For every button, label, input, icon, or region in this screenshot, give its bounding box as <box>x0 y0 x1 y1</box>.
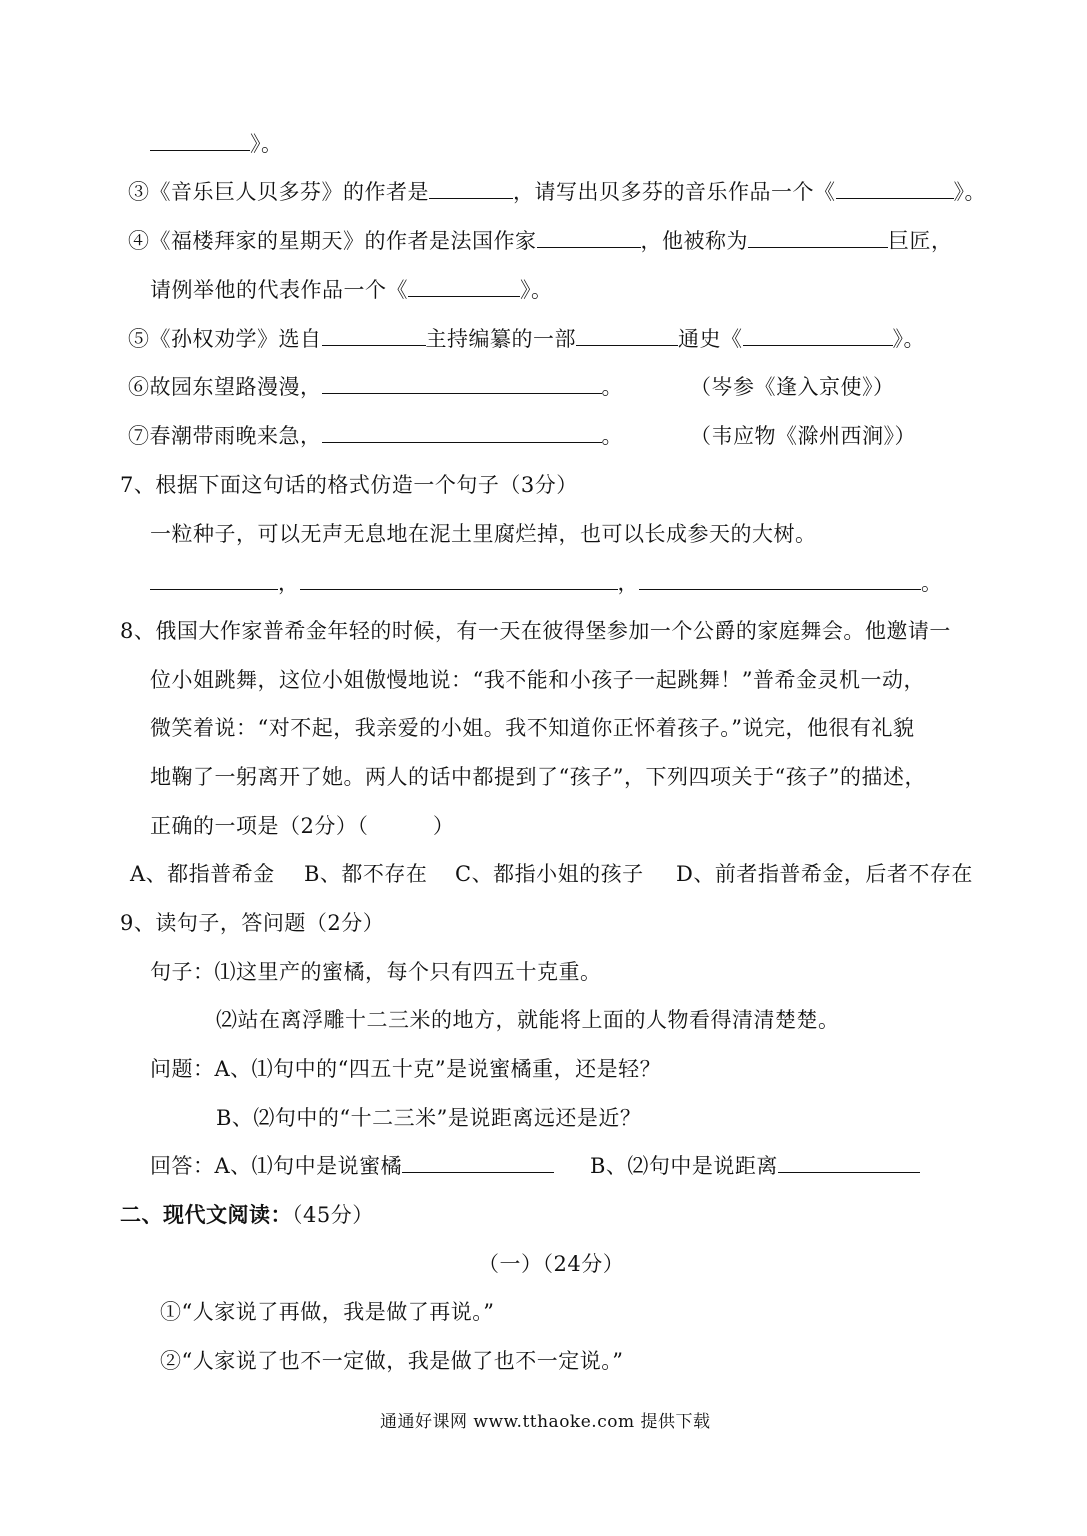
answer-blank[interactable] <box>836 178 954 199</box>
question-9-sentence-1: 句子：⑴这里产的蜜橘，每个只有四五十克重。 <box>150 960 602 984</box>
page-footer: 通通好课网 www.tthaoke.com 提供下载 <box>380 1412 711 1432</box>
question-7-example: 一粒种子，可以无声无息地在泥土里腐烂掉，也可以长成参天的大树。 <box>150 522 817 546</box>
question-8-line-2: 位小姐跳舞，这位小姐傲慢地说：“我不能和小孩子一起跳舞！”普希金灵机一动， <box>150 668 925 692</box>
answer-blank[interactable] <box>150 130 250 151</box>
answer-blank[interactable] <box>639 569 921 590</box>
fill-blank-line-1: 》。 <box>150 130 283 158</box>
answer-blank[interactable] <box>322 325 426 346</box>
section-2-heading: 二、现代文阅读：（45分） <box>120 1202 374 1227</box>
answer-blank[interactable] <box>743 325 893 346</box>
question-9-answer-a: 回答：A、⑴句中是说蜜橘 <box>150 1152 554 1180</box>
passage-paragraph-1: ①“人家说了再做，我是做了再说。” <box>160 1300 495 1324</box>
question-9-sentence-2: ⑵站在离浮雕十二三米的地方，就能将上面的人物看得清清楚楚。 <box>216 1008 840 1032</box>
question-7-answer-line: ， ， 。 <box>150 569 943 597</box>
question-9-question-a: 问题：A、⑴句中的“四五十克”是说蜜橘重，还是轻？ <box>150 1057 662 1081</box>
poem-line-6: ⑥故园东望路漫漫， 。 <box>128 375 623 399</box>
question-8-line-4: 地鞠了一躬离开了她。两人的话中都提到了“孩子”，下列四项关于“孩子”的描述， <box>150 765 926 789</box>
question-8-option-b[interactable]: B、都不存在 <box>304 862 428 886</box>
section-2-subheading: （一）（24分） <box>478 1252 625 1276</box>
answer-blank[interactable] <box>150 569 278 590</box>
answer-blank[interactable] <box>778 1152 920 1173</box>
poem-source-7: （韦应物《滁州西涧》） <box>690 424 916 448</box>
fill-blank-line-4: ④《福楼拜家的星期天》的作者是法国作家 ，他被称为 巨匠， <box>128 229 953 253</box>
fill-blank-line-4b: 请例举他的代表作品一个《 》。 <box>150 278 553 302</box>
poem-source-6: （岑参《逢入京使》） <box>690 375 895 399</box>
question-9-answer-b: B、⑵句中是说距离 <box>590 1152 920 1180</box>
answer-blank[interactable] <box>408 276 520 297</box>
question-8-line-3: 微笑着说：“对不起，我亲爱的小姐。我不知道你正怀着孩子。”说完，他很有礼貌 <box>150 716 915 740</box>
question-8-option-a[interactable]: A、都指普希金 <box>130 862 275 886</box>
question-8-option-d[interactable]: D、前者指普希金，后者不存在 <box>676 862 973 886</box>
question-8-line-5: 正确的一项是（2分）（ ） <box>150 814 455 838</box>
question-8-line-1: 8、俄国大作家普希金年轻的时候，有一天在彼得堡参加一个公爵的家庭舞会。他邀请一 <box>120 619 951 643</box>
question-7-title: 7、根据下面这句话的格式仿造一个句子（3分） <box>120 473 578 497</box>
fill-blank-line-5: ⑤《孙权劝学》选自 主持编纂的一部 通史《 》。 <box>128 327 925 351</box>
passage-paragraph-2: ②“人家说了也不一定做，我是做了也不一定说。” <box>160 1349 624 1373</box>
answer-blank[interactable] <box>402 1152 554 1173</box>
question-8-option-c[interactable]: C、都指小姐的孩子 <box>455 862 644 886</box>
answer-blank[interactable] <box>537 227 641 248</box>
answer-blank[interactable] <box>748 227 888 248</box>
answer-blank[interactable] <box>300 569 618 590</box>
answer-blank[interactable] <box>429 178 513 199</box>
answer-blank[interactable] <box>322 373 602 394</box>
question-9-question-b: B、⑵句中的“十二三米”是说距离远还是近？ <box>216 1106 642 1130</box>
poem-line-7: ⑦春潮带雨晚来急， 。 <box>128 424 623 448</box>
question-9-title: 9、读句子，答问题（2分） <box>120 911 385 935</box>
answer-blank[interactable] <box>576 325 678 346</box>
fill-blank-line-3: ③《音乐巨人贝多芬》的作者是 ，请写出贝多芬的音乐作品一个《 》。 <box>128 180 986 204</box>
answer-blank[interactable] <box>322 422 602 443</box>
